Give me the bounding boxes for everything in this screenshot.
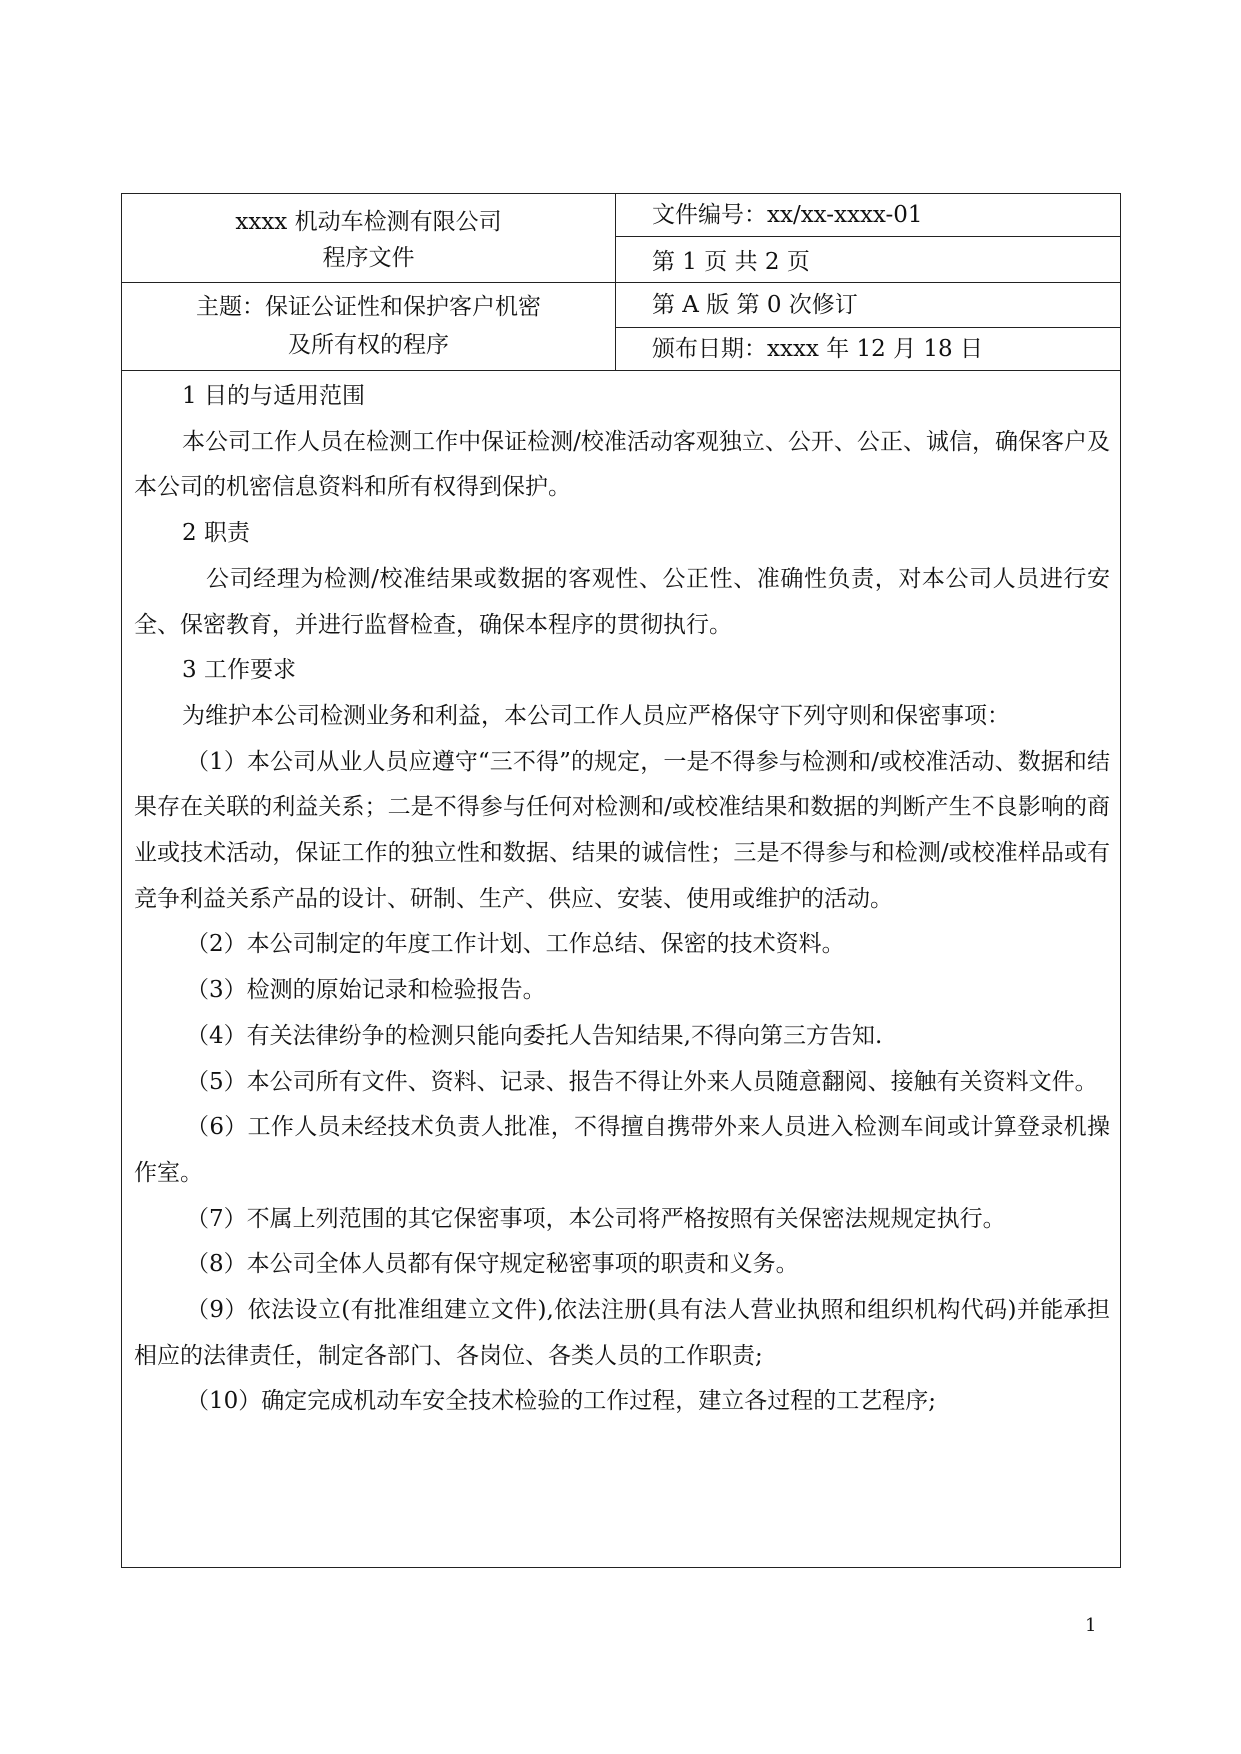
- section-3-intro: 为维护本公司检测业务和利益，本公司工作人员应严格保守下列守则和保密事项：: [182, 702, 1010, 729]
- page-number: 1: [1085, 1615, 1097, 1636]
- doc-type: 程序文件: [322, 245, 415, 271]
- issue-date: 颁布日期：xxxx 年 12 月 18 日: [652, 336, 983, 362]
- list-item: （4）有关法律纷争的检测只能向委托人告知结果,不得向第三方告知.: [186, 1022, 883, 1049]
- header-divider-right-2: [615, 327, 1121, 328]
- header-divider-middle: [122, 282, 1121, 283]
- list-item: （9）依法设立(有批准组建立文件),依法注册(具有法人营业执照和组织机构代码)并能承担相应的法律责任，制定各部门、各岗位、各类人员的工作职责;: [134, 1297, 1110, 1369]
- list-item: （2）本公司制定的年度工作计划、工作总结、保密的技术资料。: [186, 931, 845, 958]
- section-3-heading: 3 工作要求: [182, 657, 296, 684]
- section-2-heading: 2 职责: [182, 520, 250, 547]
- company-name: xxxx 机动车检测有限公司: [235, 209, 502, 235]
- subject-line-2: 及所有权的程序: [288, 332, 449, 358]
- section-1-heading: 1 目的与适用范围: [182, 383, 365, 409]
- subject-line-1: 主题：保证公证性和保护客户机密: [196, 294, 541, 320]
- section-2-text: 公司经理为检测/校准结果或数据的客观性、公正性、准确性负责，对本公司人员进行安全、保密教育，并进行监督检查，确保本程序的贯彻执行。: [134, 565, 1110, 638]
- list-item: （3）检测的原始记录和检验报告。: [186, 977, 546, 1004]
- list-item: （5）本公司所有文件、资料、记录、报告不得让外来人员随意翻阅、接触有关资料文件。: [186, 1068, 1098, 1095]
- list-item: （1）本公司从业人员应遵守“三不得”的规定，一是不得参与检测和/或校准活动、数据和结果存在关联的利益关系；二是不得参与任何对检测和/或校准结果和数据的判断产生不良影响的商业或技术活动，保证工作的独立性和数据、结果的诚信性；三是不得参与和检测/或校准样品或有竞争利益关系产品的设计、研制、生产、供应、安装、使用或维护的活动。: [134, 748, 1110, 912]
- header-divider-right-1: [615, 236, 1121, 237]
- page-info: 第 1 页 共 2 页: [652, 249, 810, 275]
- section-1-text: 本公司工作人员在检测工作中保证检测/校准活动客观独立、公开、公正、诚信，确保客户及本公司的机密信息资料和所有权得到保护。: [134, 428, 1110, 501]
- list-item: （7）不属上列范围的其它保密事项，本公司将严格按照有关保密法规规定执行。: [186, 1205, 1006, 1232]
- list-item: （6）工作人员未经技术负责人批准，不得擅自携带外来人员进入检测车间或计算登录机操作室。: [134, 1114, 1110, 1186]
- version-info: 第 A 版 第 0 次修订: [652, 292, 858, 318]
- document-body: [134, 371, 1110, 1425]
- list-item: （8）本公司全体人员都有保守规定秘密事项的职责和义务。: [186, 1251, 799, 1278]
- document-frame: [121, 193, 1121, 1568]
- doc-number: 文件编号：xx/xx-xxxx-01: [652, 202, 923, 228]
- list-item: （10）确定完成机动车安全技术检验的工作过程，建立各过程的工艺程序;: [186, 1388, 937, 1415]
